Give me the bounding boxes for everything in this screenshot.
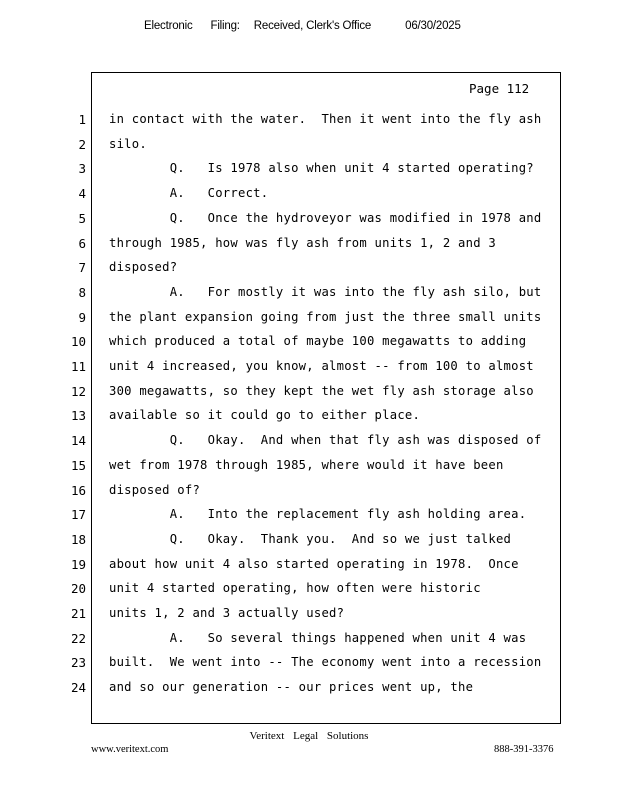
line-number: 3 <box>78 161 86 176</box>
header-received: Received, Clerk's Office <box>253 20 372 32</box>
line-number: 16 <box>70 483 86 498</box>
transcript-line: which produced a total of maybe 100 megawatts to adding <box>109 334 527 348</box>
line-number: 23 <box>70 655 86 670</box>
transcript-line: built. We went into -- The economy went into a recession <box>109 655 542 669</box>
line-number: 10 <box>70 334 86 349</box>
line-number: 18 <box>70 532 86 547</box>
line-number: 12 <box>70 384 86 399</box>
transcript-line: A. Correct. <box>109 186 269 200</box>
transcript-line: the plant expansion going from just the three small units <box>109 310 542 324</box>
transcript-line: Q. Okay. Thank you. And so we just talked <box>109 532 512 546</box>
line-number: 1 <box>78 112 86 127</box>
transcript-line: wet from 1978 through 1985, where would it have been <box>109 458 504 472</box>
transcript-line: unit 4 started operating, how often were historic <box>109 581 481 595</box>
transcript-line: A. For mostly it was into the fly ash silo, but <box>109 285 542 299</box>
transcript-line: A. Into the replacement fly ash holding area. <box>109 507 527 521</box>
line-number: 9 <box>78 310 86 325</box>
transcript-line: available so it could go to either place. <box>109 408 421 422</box>
transcript-line: Q. Once the hydroveyor was modified in 1978 and <box>109 211 542 225</box>
line-number: 21 <box>70 606 86 621</box>
line-number: 13 <box>70 408 86 423</box>
transcript-line: units 1, 2 and 3 actually used? <box>109 606 345 620</box>
line-number: 19 <box>70 557 86 572</box>
transcript-line: through 1985, how was fly ash from units 1, 2 and 3 <box>109 236 496 250</box>
line-number: 8 <box>78 285 86 300</box>
footer-phone: 888-391-3376 <box>494 744 554 755</box>
line-number: 7 <box>78 260 86 275</box>
line-number: 24 <box>70 680 86 695</box>
transcript-line: silo. <box>109 137 147 151</box>
transcript-line: A. So several things happened when unit 4 was <box>109 631 527 645</box>
line-number: 5 <box>78 211 86 226</box>
line-number: 22 <box>70 631 86 646</box>
footer-website: www.veritext.com <box>91 744 169 755</box>
transcript-line: in contact with the water. Then it went into the fly ash <box>109 112 542 126</box>
line-number: 6 <box>78 236 86 251</box>
transcript-line: disposed? <box>109 260 178 274</box>
line-number: 14 <box>70 433 86 448</box>
transcript-line: disposed of? <box>109 483 201 497</box>
transcript-line: Q. Okay. And when that fly ash was disposed of <box>109 433 542 447</box>
transcript-line: Q. Is 1978 also when unit 4 started operating? <box>109 161 534 175</box>
header-filing: Filing: <box>210 20 240 32</box>
header-date: 06/30/2025 <box>405 20 461 32</box>
line-number: 11 <box>70 359 86 374</box>
page-number: Page 112 <box>469 81 530 96</box>
line-number: 2 <box>78 137 86 152</box>
transcript-line: unit 4 increased, you know, almost -- from 100 to almost <box>109 359 534 373</box>
line-number: 15 <box>70 458 86 473</box>
transcript-line: and so our generation -- our prices went up, the <box>109 680 474 694</box>
line-number: 20 <box>70 581 86 596</box>
header-electronic: Electronic <box>144 20 193 32</box>
footer-company: Veritext Legal Solutions <box>249 730 369 742</box>
line-number: 17 <box>70 507 86 522</box>
transcript-line: about how unit 4 also started operating in 1978. Once <box>109 557 519 571</box>
filing-header <box>144 20 461 32</box>
line-number: 4 <box>78 186 86 201</box>
transcript-line: 300 megawatts, so they kept the wet fly ash storage also <box>109 384 534 398</box>
